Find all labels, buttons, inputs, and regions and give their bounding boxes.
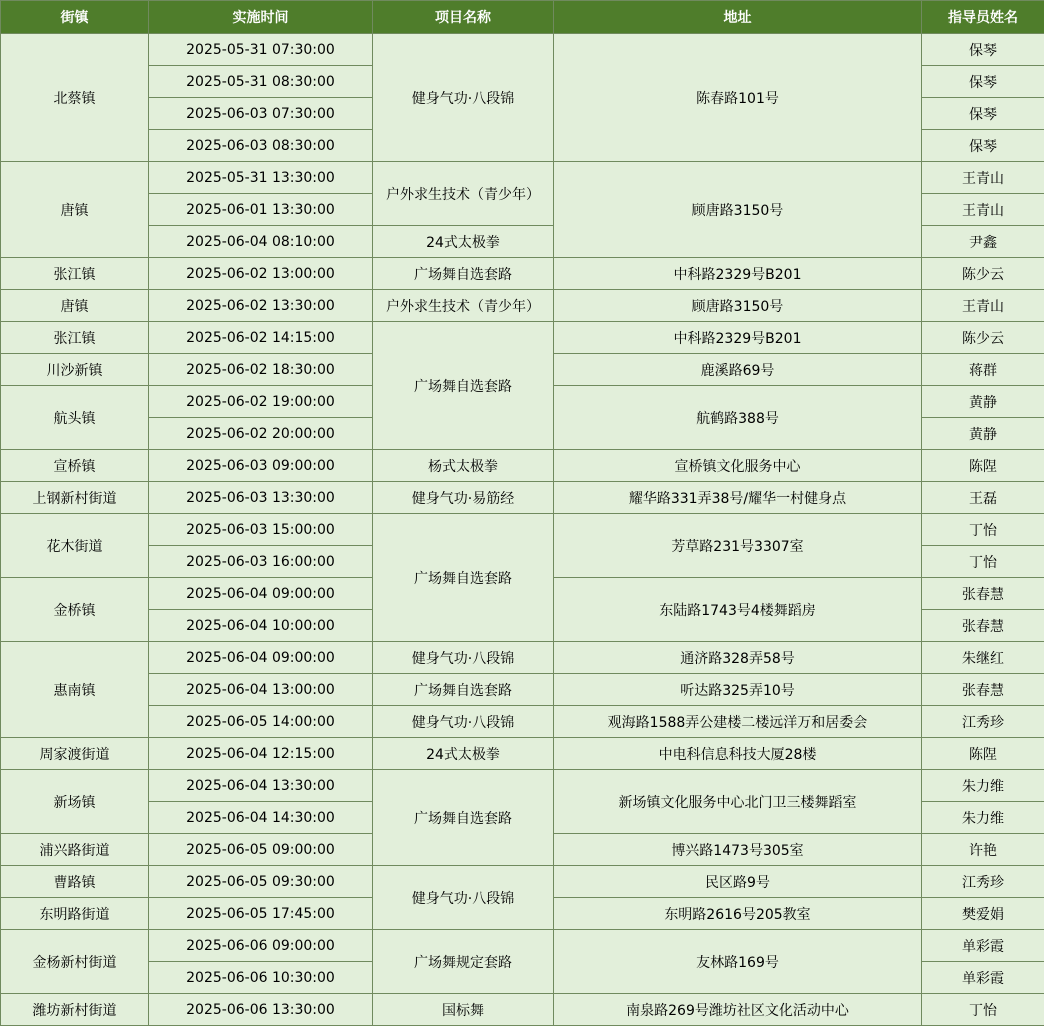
header-address: 地址 [554,1,922,34]
cell-time: 2025-06-03 08:30:00 [149,130,373,162]
cell-town: 航头镇 [1,386,149,450]
table-row [1,514,1044,546]
header-time: 实施时间 [149,1,373,34]
cell-time: 2025-06-04 12:15:00 [149,738,373,770]
cell-address: 新场镇文化服务中心北门卫三楼舞蹈室 [554,770,922,834]
cell-time: 2025-06-03 09:00:00 [149,450,373,482]
header-project: 项目名称 [373,1,554,34]
cell-time: 2025-06-05 17:45:00 [149,898,373,930]
cell-time: 2025-05-31 13:30:00 [149,162,373,194]
cell-instructor: 朱力维 [922,770,1044,802]
cell-town: 唐镇 [1,162,149,258]
cell-time: 2025-06-01 13:30:00 [149,194,373,226]
table-row [1,258,1044,290]
cell-instructor: 王磊 [922,482,1044,514]
cell-town: 东明路街道 [1,898,149,930]
cell-time: 2025-06-02 14:15:00 [149,322,373,354]
cell-address: 民区路9号 [554,866,922,898]
cell-town: 宣桥镇 [1,450,149,482]
cell-time: 2025-06-04 08:10:00 [149,226,373,258]
table-row [1,162,1044,194]
cell-instructor: 蒋群 [922,354,1044,386]
cell-instructor: 江秀珍 [922,866,1044,898]
cell-project: 健身气功·八段锦 [373,34,554,162]
cell-address: 宣桥镇文化服务中心 [554,450,922,482]
cell-address: 东陆路1743号4楼舞蹈房 [554,578,922,642]
cell-instructor: 保琴 [922,66,1044,98]
cell-address: 南泉路269号潍坊社区文化活动中心 [554,994,922,1026]
header-row [1,1,1044,34]
cell-instructor: 单彩霞 [922,962,1044,994]
cell-address: 陈春路101号 [554,34,922,162]
table-row [1,642,1044,674]
cell-project: 24式太极拳 [373,738,554,770]
cell-time: 2025-06-02 13:30:00 [149,290,373,322]
cell-instructor: 张春慧 [922,674,1044,706]
table-row [1,770,1044,802]
cell-time: 2025-06-04 13:30:00 [149,770,373,802]
cell-instructor: 黄静 [922,418,1044,450]
cell-time: 2025-06-02 18:30:00 [149,354,373,386]
cell-town: 唐镇 [1,290,149,322]
cell-time: 2025-06-03 07:30:00 [149,98,373,130]
header-town: 街镇 [1,1,149,34]
table-row [1,674,1044,706]
table-row [1,738,1044,770]
cell-instructor: 丁怡 [922,546,1044,578]
cell-instructor: 丁怡 [922,514,1044,546]
cell-address: 听达路325弄10号 [554,674,922,706]
cell-address: 航鹤路388号 [554,386,922,450]
cell-time: 2025-05-31 08:30:00 [149,66,373,98]
table-row [1,290,1044,322]
cell-address: 通济路328弄58号 [554,642,922,674]
cell-project: 杨式太极拳 [373,450,554,482]
cell-address: 顾唐路3150号 [554,290,922,322]
cell-time: 2025-06-02 19:00:00 [149,386,373,418]
cell-address: 芳草路231号3307室 [554,514,922,578]
cell-instructor: 张春慧 [922,610,1044,642]
cell-project: 健身气功·易筋经 [373,482,554,514]
cell-address: 观海路1588弄公建楼二楼远洋万和居委会 [554,706,922,738]
cell-instructor: 许艳 [922,834,1044,866]
cell-time: 2025-06-05 14:00:00 [149,706,373,738]
cell-town: 惠南镇 [1,642,149,738]
cell-address: 顾唐路3150号 [554,162,922,258]
cell-time: 2025-06-03 15:00:00 [149,514,373,546]
cell-project: 广场舞规定套路 [373,930,554,994]
cell-time: 2025-06-03 16:00:00 [149,546,373,578]
cell-project: 健身气功·八段锦 [373,706,554,738]
cell-project: 广场舞自选套路 [373,514,554,642]
table-row [1,482,1044,514]
cell-town: 金杨新村街道 [1,930,149,994]
cell-town: 上钢新村街道 [1,482,149,514]
cell-time: 2025-06-03 13:30:00 [149,482,373,514]
cell-project: 健身气功·八段锦 [373,642,554,674]
cell-town: 周家渡街道 [1,738,149,770]
cell-instructor: 尹鑫 [922,226,1044,258]
cell-time: 2025-06-04 09:00:00 [149,642,373,674]
cell-instructor: 朱力维 [922,802,1044,834]
table-row [1,994,1044,1026]
cell-project: 广场舞自选套路 [373,770,554,866]
cell-time: 2025-06-02 13:00:00 [149,258,373,290]
table-row [1,322,1044,354]
cell-time: 2025-06-04 10:00:00 [149,610,373,642]
cell-town: 曹路镇 [1,866,149,898]
cell-town: 北蔡镇 [1,34,149,162]
cell-time: 2025-06-04 14:30:00 [149,802,373,834]
cell-address: 中电科信息科技大厦28楼 [554,738,922,770]
table-row [1,930,1044,962]
cell-instructor: 王青山 [922,162,1044,194]
cell-town: 张江镇 [1,258,149,290]
cell-instructor: 陈陧 [922,450,1044,482]
cell-time: 2025-06-02 20:00:00 [149,418,373,450]
table-row [1,706,1044,738]
cell-instructor: 陈少云 [922,258,1044,290]
cell-time: 2025-06-05 09:30:00 [149,866,373,898]
cell-address: 博兴路1473号305室 [554,834,922,866]
table-row [1,866,1044,898]
cell-time: 2025-06-06 10:30:00 [149,962,373,994]
cell-instructor: 陈少云 [922,322,1044,354]
cell-address: 中科路2329号B201 [554,322,922,354]
cell-instructor: 黄静 [922,386,1044,418]
cell-town: 新场镇 [1,770,149,834]
cell-time: 2025-06-04 09:00:00 [149,578,373,610]
cell-instructor: 朱继红 [922,642,1044,674]
cell-instructor: 王青山 [922,290,1044,322]
cell-project: 广场舞自选套路 [373,258,554,290]
cell-instructor: 樊爱娟 [922,898,1044,930]
cell-project: 健身气功·八段锦 [373,866,554,930]
table-row [1,450,1044,482]
cell-time: 2025-06-06 09:00:00 [149,930,373,962]
cell-instructor: 保琴 [922,34,1044,66]
header-instructor: 指导员姓名 [922,1,1044,34]
cell-project: 24式太极拳 [373,226,554,258]
cell-town: 张江镇 [1,322,149,354]
cell-time: 2025-06-04 13:00:00 [149,674,373,706]
cell-time: 2025-06-06 13:30:00 [149,994,373,1026]
cell-time: 2025-06-05 09:00:00 [149,834,373,866]
cell-instructor: 丁怡 [922,994,1044,1026]
cell-time: 2025-05-31 07:30:00 [149,34,373,66]
cell-project: 国标舞 [373,994,554,1026]
cell-address: 中科路2329号B201 [554,258,922,290]
cell-address: 鹿溪路69号 [554,354,922,386]
cell-address: 友林路169号 [554,930,922,994]
cell-instructor: 陈陧 [922,738,1044,770]
cell-instructor: 张春慧 [922,578,1044,610]
cell-address: 东明路2616号205教室 [554,898,922,930]
cell-instructor: 保琴 [922,130,1044,162]
cell-address: 耀华路331弄38号/耀华一村健身点 [554,482,922,514]
cell-project: 户外求生技术（青少年） [373,290,554,322]
cell-instructor: 保琴 [922,98,1044,130]
cell-instructor: 王青山 [922,194,1044,226]
cell-town: 潍坊新村街道 [1,994,149,1026]
cell-town: 金桥镇 [1,578,149,642]
cell-instructor: 单彩霞 [922,930,1044,962]
cell-instructor: 江秀珍 [922,706,1044,738]
table-row [1,34,1044,66]
cell-project: 户外求生技术（青少年） [373,162,554,226]
cell-town: 川沙新镇 [1,354,149,386]
cell-project: 广场舞自选套路 [373,674,554,706]
cell-town: 浦兴路街道 [1,834,149,866]
cell-town: 花木街道 [1,514,149,578]
cell-project: 广场舞自选套路 [373,322,554,450]
